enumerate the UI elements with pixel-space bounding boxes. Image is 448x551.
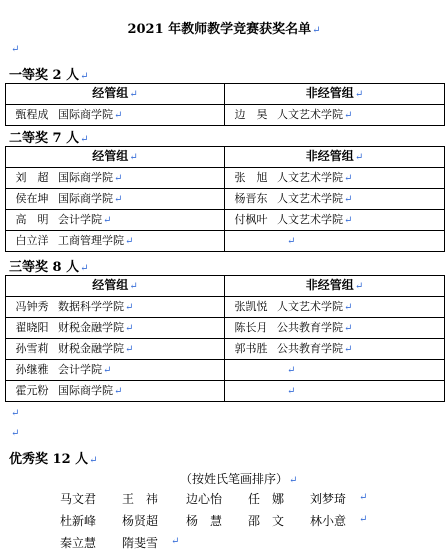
- second-prize-table: [5, 146, 445, 252]
- winner-name: 张凯悦: [234, 300, 268, 313]
- paragraph-mark: ↵: [312, 25, 321, 36]
- excellent-prize-heading-text: 优秀奖 12 人: [9, 452, 89, 467]
- paragraph-mark: ↵: [125, 323, 134, 334]
- winner-school: 国际商学院: [58, 384, 113, 397]
- winner-name: 刘 超: [15, 171, 49, 184]
- winner-name: 付枫叶: [234, 213, 268, 226]
- header-econ-mgmt: [6, 276, 225, 297]
- winner-school: 国际商学院: [58, 192, 113, 205]
- winner-school: 人文艺术学院: [277, 192, 343, 205]
- header-label: 经管组: [92, 149, 129, 163]
- excellent-winner-name: 邵 文: [248, 514, 285, 528]
- first-prize-heading: [9, 64, 89, 83]
- table-row: [6, 381, 445, 402]
- non-econ-mgmt-cell: [225, 360, 445, 381]
- first-prize-table: [5, 83, 445, 126]
- non-econ-mgmt-cell: [225, 381, 445, 402]
- header-non-econ-mgmt: [225, 147, 445, 168]
- table-row: [6, 210, 445, 231]
- winner-name: 孙继雅: [15, 363, 49, 376]
- header-label: 经管组: [92, 86, 129, 100]
- winner-school: 公共教育学院: [277, 321, 343, 334]
- excellent-winner-name: 秦立慧: [60, 536, 97, 550]
- paragraph-mark: ↵: [344, 194, 353, 205]
- winner-school: 人文艺术学院: [277, 213, 343, 226]
- paragraph-mark: ↵: [11, 44, 20, 55]
- table-row: [6, 360, 445, 381]
- non-econ-mgmt-cell: [225, 189, 445, 210]
- paragraph-mark: ↵: [344, 323, 353, 334]
- third-prize-table: [5, 275, 445, 402]
- excellent-prize-heading: [9, 448, 98, 467]
- paragraph-mark: ↵: [287, 236, 296, 247]
- table-row: [6, 105, 445, 126]
- winner-name: 甄程成: [15, 108, 49, 121]
- non-econ-mgmt-cell: [225, 210, 445, 231]
- econ-mgmt-cell: [6, 318, 225, 339]
- paragraph-mark: ↵: [129, 89, 138, 100]
- excellent-winner-name: 王 祎: [122, 492, 159, 506]
- excellent-winner-name: 边心怡: [186, 492, 223, 506]
- winner-name: 张 旭: [234, 171, 268, 184]
- econ-mgmt-cell: [6, 360, 225, 381]
- excellent-winner-name: 刘梦琦: [310, 492, 347, 506]
- paragraph-mark: ↵: [287, 365, 296, 376]
- paragraph-mark: ↵: [344, 215, 353, 226]
- paragraph-mark: ↵: [11, 408, 20, 419]
- paragraph-mark: ↵: [344, 344, 353, 355]
- paragraph-mark: ↵: [359, 514, 368, 525]
- excellent-note: [180, 470, 297, 487]
- table-header-row: [6, 147, 445, 168]
- paragraph-mark: ↵: [125, 344, 134, 355]
- non-econ-mgmt-cell: [225, 318, 445, 339]
- paragraph-mark: ↵: [354, 281, 364, 292]
- paragraph-mark: ↵: [103, 215, 112, 226]
- third-prize-heading: [9, 256, 89, 275]
- paragraph-mark: ↵: [289, 475, 298, 486]
- excellent-winner-name: 杜新峰: [60, 514, 97, 528]
- paragraph-mark: ↵: [103, 365, 112, 376]
- econ-mgmt-cell: [6, 231, 225, 252]
- econ-mgmt-cell: [6, 105, 225, 126]
- table-row: [6, 318, 445, 339]
- winner-school: 数据科学学院: [58, 300, 124, 313]
- excellent-winner-name: 杨 慧: [186, 514, 223, 528]
- header-econ-mgmt: [6, 147, 225, 168]
- paragraph-mark: ↵: [129, 152, 138, 163]
- paragraph-mark: ↵: [344, 110, 353, 121]
- winner-name: 陈长月: [234, 321, 268, 334]
- winner-name: 白立洋: [15, 234, 49, 247]
- winner-name: 孙雪莉: [15, 342, 49, 355]
- non-econ-mgmt-cell: [225, 231, 445, 252]
- non-econ-mgmt-cell: [225, 105, 445, 126]
- winner-school: 公共教育学院: [277, 342, 343, 355]
- excellent-winner-name: 马文君: [60, 492, 97, 506]
- winner-school: 财税金融学院: [58, 342, 124, 355]
- winner-school: 人文艺术学院: [277, 108, 343, 121]
- first-prize-heading-text: 一等奖 2 人: [9, 68, 80, 83]
- header-econ-mgmt: [6, 84, 225, 105]
- winner-name: 边 昊: [234, 108, 268, 121]
- excellent-winner-name: 任 娜: [248, 492, 285, 506]
- header-label: 经管组: [92, 278, 129, 292]
- table-row: [6, 339, 445, 360]
- winner-school: 国际商学院: [58, 171, 113, 184]
- paragraph-mark: ↵: [129, 281, 138, 292]
- paragraph-mark: ↵: [114, 386, 123, 397]
- table-header-row: [6, 276, 445, 297]
- econ-mgmt-cell: [6, 189, 225, 210]
- winner-school: 人文艺术学院: [277, 171, 343, 184]
- paragraph-mark: ↵: [80, 71, 89, 82]
- third-prize-heading-text: 三等奖 8 人: [9, 260, 80, 275]
- winner-name: 霍元粉: [15, 384, 49, 397]
- paragraph-mark: ↵: [125, 236, 134, 247]
- paragraph-mark: ↵: [354, 89, 364, 100]
- second-prize-heading: [9, 127, 89, 146]
- winner-school: 人文艺术学院: [277, 300, 343, 313]
- econ-mgmt-cell: [6, 381, 225, 402]
- paragraph-mark: ↵: [11, 428, 20, 439]
- winner-school: 会计学院: [58, 213, 102, 226]
- paragraph-mark: ↵: [354, 152, 364, 163]
- table-row: [6, 189, 445, 210]
- page-title: [0, 18, 448, 37]
- excellent-winner-name: 林小意: [310, 514, 347, 528]
- header-non-econ-mgmt: [225, 84, 445, 105]
- winner-name: 郭书胜: [234, 342, 268, 355]
- header-non-econ-mgmt: [225, 276, 445, 297]
- econ-mgmt-cell: [6, 297, 225, 318]
- paragraph-mark: ↵: [114, 173, 123, 184]
- non-econ-mgmt-cell: [225, 297, 445, 318]
- paragraph-mark: ↵: [80, 263, 89, 274]
- paragraph-mark: ↵: [125, 302, 134, 313]
- paragraph-mark: ↵: [359, 492, 368, 503]
- excellent-winner-name: 隋斐雪: [122, 536, 159, 550]
- paragraph-mark: ↵: [287, 386, 296, 397]
- winner-name: 冯钟秀: [15, 300, 49, 313]
- paragraph-mark: ↵: [344, 302, 353, 313]
- winner-school: 国际商学院: [58, 108, 113, 121]
- non-econ-mgmt-cell: [225, 168, 445, 189]
- paragraph-mark: ↵: [80, 134, 89, 145]
- winner-school: 财税金融学院: [58, 321, 124, 334]
- winner-name: 杨晋东: [234, 192, 268, 205]
- winner-name: 高 明: [15, 213, 49, 226]
- econ-mgmt-cell: [6, 339, 225, 360]
- excellent-note-text: （按姓氏笔画排序）: [180, 472, 289, 486]
- econ-mgmt-cell: [6, 168, 225, 189]
- non-econ-mgmt-cell: [225, 339, 445, 360]
- econ-mgmt-cell: [6, 210, 225, 231]
- excellent-winner-name: 杨贤超: [122, 514, 159, 528]
- header-label: 非经管组: [305, 278, 354, 292]
- header-label: 非经管组: [305, 86, 354, 100]
- table-row: [6, 297, 445, 318]
- winner-school: 工商管理学院: [58, 234, 124, 247]
- winner-name: 侯在坤: [15, 192, 49, 205]
- paragraph-mark: ↵: [114, 110, 123, 121]
- table-header-row: [6, 84, 445, 105]
- paragraph-mark: ↵: [114, 194, 123, 205]
- title-text: 2021 年教师教学竞赛获奖名单: [127, 22, 312, 37]
- winner-school: 会计学院: [58, 363, 102, 376]
- paragraph-mark: ↵: [89, 455, 98, 466]
- table-row: [6, 168, 445, 189]
- winner-name: 翟晓阳: [15, 321, 49, 334]
- paragraph-mark: ↵: [344, 173, 353, 184]
- second-prize-heading-text: 二等奖 7 人: [9, 131, 80, 146]
- header-label: 非经管组: [305, 149, 354, 163]
- paragraph-mark: ↵: [171, 536, 180, 547]
- table-row: [6, 231, 445, 252]
